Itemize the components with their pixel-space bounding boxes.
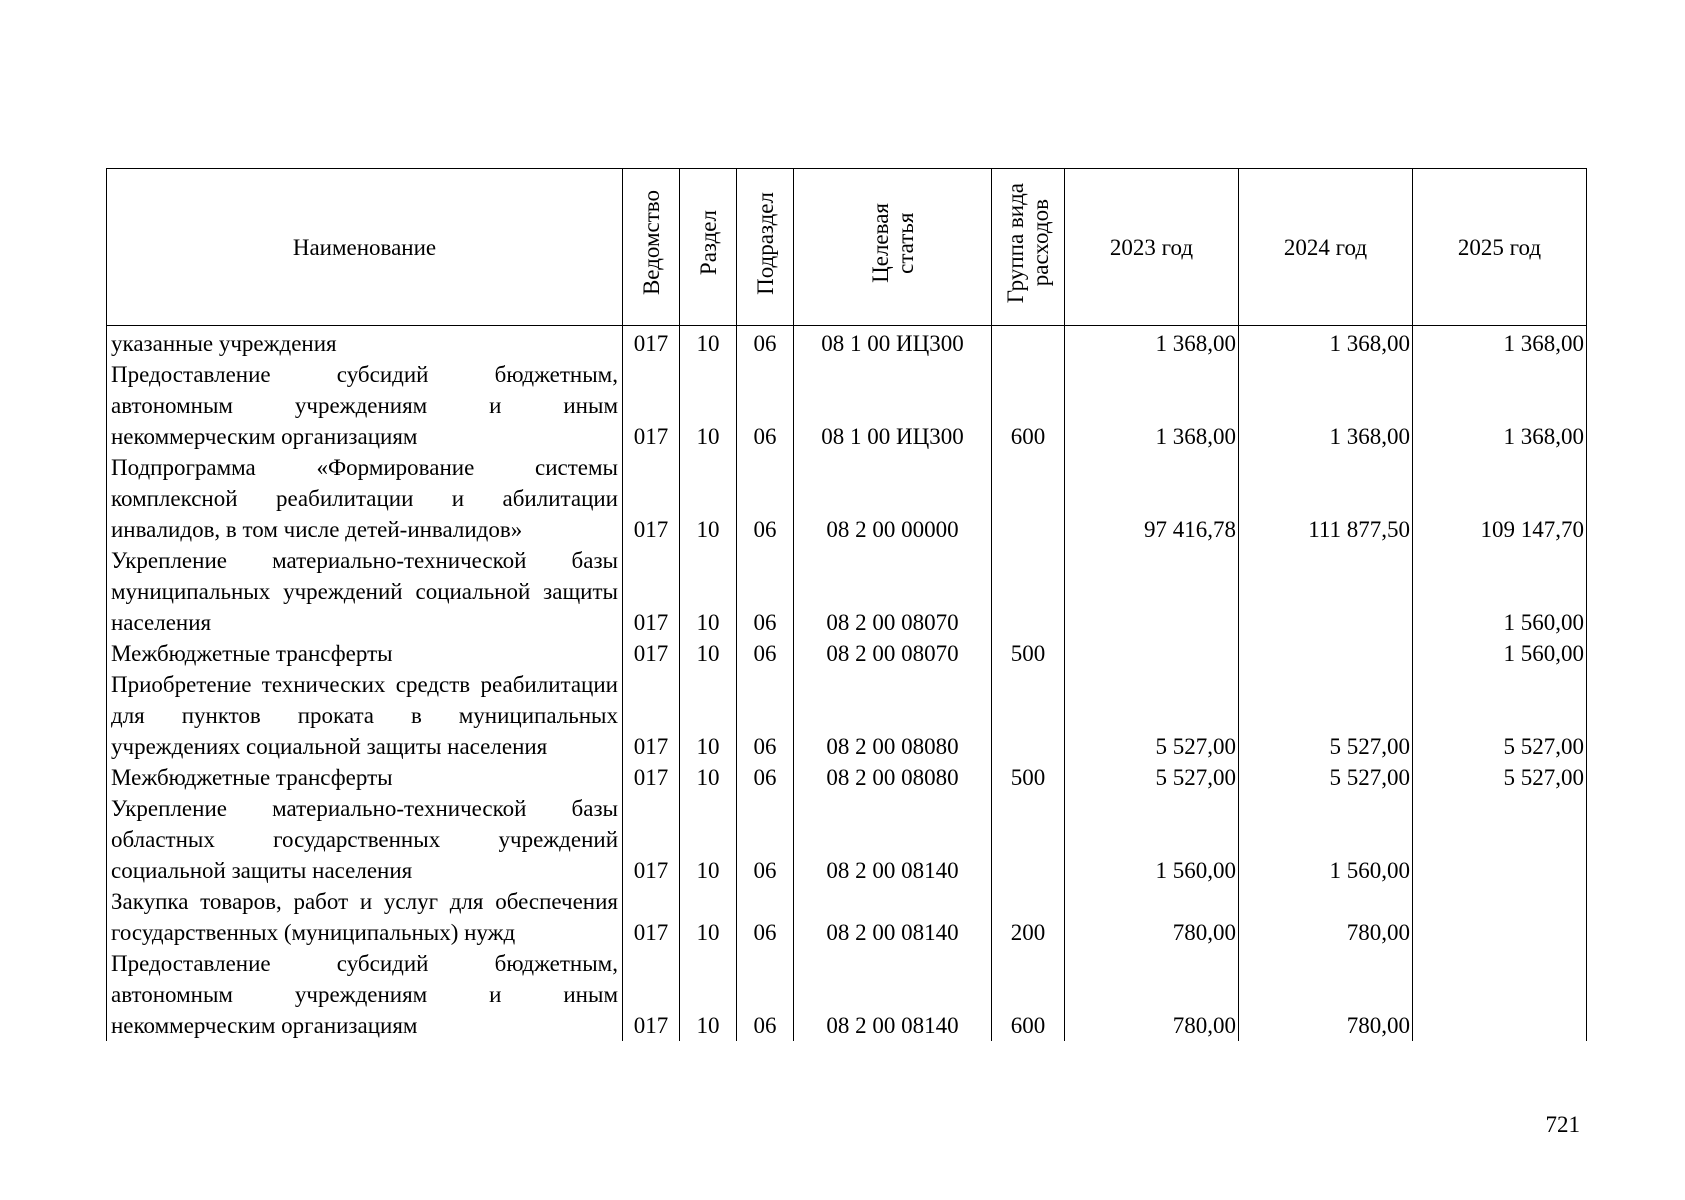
header-name: Наименование [107,169,623,326]
table-row [107,545,1587,638]
cell-section: 10 [680,669,737,762]
cell-subsection: 06 [737,669,794,762]
cell-2023: 5 527,00 [1065,762,1239,793]
header-subsection [737,169,794,326]
cell-name: Предоставление субсидий бюджетным, автономным учреждениям и иным некоммерческим организациям [107,948,623,1041]
header-target-line1: Целевая [867,203,893,283]
cell-2024 [1239,638,1413,669]
table-row [107,762,1587,793]
header-target-label [868,203,918,283]
cell-name: Укрепление материально-технической базы областных государственных учреждений социальной защиты населения [107,793,623,886]
cell-section: 10 [680,762,737,793]
cell-name: Приобретение технических средств реабилитации для пунктов проката в муниципальных учреждениях социальной защиты населения [107,669,623,762]
cell-group [992,452,1065,545]
cell-target: 08 2 00 08080 [794,762,992,793]
header-section [680,169,737,326]
cell-group [992,545,1065,638]
cell-2024: 1 368,00 [1239,359,1413,452]
header-subsection-label: Подраздел [752,191,778,295]
header-2024: 2024 год [1239,169,1413,326]
table-row [107,359,1587,452]
header-2025: 2025 год [1413,169,1587,326]
cell-subsection: 06 [737,948,794,1041]
cell-name: Межбюджетные трансферты [107,762,623,793]
cell-subsection: 06 [737,452,794,545]
cell-2025: 1 560,00 [1413,638,1587,669]
cell-group [992,669,1065,762]
cell-target: 08 2 00 00000 [794,452,992,545]
cell-2023: 1 368,00 [1065,359,1239,452]
table-row [107,886,1587,948]
cell-section: 10 [680,638,737,669]
cell-subsection: 06 [737,326,794,360]
cell-target: 08 2 00 08080 [794,669,992,762]
cell-dept: 017 [623,948,680,1041]
header-group [992,169,1065,326]
cell-dept: 017 [623,359,680,452]
cell-name: Предоставление субсидий бюджетным, автономным учреждениям и иным некоммерческим организациям [107,359,623,452]
cell-name: указанные учреждения [107,326,623,360]
cell-section: 10 [680,948,737,1041]
cell-2025: 5 527,00 [1413,762,1587,793]
cell-target: 08 1 00 ИЦ300 [794,326,992,360]
table-row [107,452,1587,545]
cell-dept: 017 [623,762,680,793]
cell-dept: 017 [623,886,680,948]
cell-2024: 1 368,00 [1239,326,1413,360]
cell-name: Укрепление материально-технической базы муниципальных учреждений социальной защиты населения [107,545,623,638]
table-row [107,326,1587,360]
table-row [107,638,1587,669]
page-number: 721 [1545,1112,1580,1137]
cell-section: 10 [680,452,737,545]
cell-group: 200 [992,886,1065,948]
cell-2023: 1 560,00 [1065,793,1239,886]
cell-dept: 017 [623,326,680,360]
cell-2025 [1413,793,1587,886]
cell-group [992,793,1065,886]
header-dept [623,169,680,326]
cell-target: 08 2 00 08140 [794,948,992,1041]
cell-group [992,326,1065,360]
cell-group: 600 [992,948,1065,1041]
header-target [794,169,992,326]
table-row [107,669,1587,762]
cell-2024: 5 527,00 [1239,669,1413,762]
table-row [107,948,1587,1041]
cell-2023 [1065,545,1239,638]
cell-dept: 017 [623,638,680,669]
table-header-row [107,169,1587,326]
cell-subsection: 06 [737,359,794,452]
cell-2023: 5 527,00 [1065,669,1239,762]
cell-2025 [1413,948,1587,1041]
table-row [107,793,1587,886]
cell-subsection: 06 [737,793,794,886]
cell-2025: 1 368,00 [1413,359,1587,452]
cell-2024: 5 527,00 [1239,762,1413,793]
cell-subsection: 06 [737,545,794,638]
cell-2024: 780,00 [1239,886,1413,948]
cell-2025 [1413,886,1587,948]
cell-2023: 780,00 [1065,948,1239,1041]
cell-dept: 017 [623,793,680,886]
cell-2023: 97 416,78 [1065,452,1239,545]
cell-target: 08 1 00 ИЦ300 [794,359,992,452]
cell-dept: 017 [623,452,680,545]
cell-2023: 1 368,00 [1065,326,1239,360]
cell-2024 [1239,545,1413,638]
cell-name: Межбюджетные трансферты [107,638,623,669]
header-2023: 2023 год [1065,169,1239,326]
cell-section: 10 [680,886,737,948]
cell-section: 10 [680,545,737,638]
cell-subsection: 06 [737,638,794,669]
cell-section: 10 [680,359,737,452]
cell-group: 600 [992,359,1065,452]
cell-group: 500 [992,762,1065,793]
cell-2024: 1 560,00 [1239,793,1413,886]
cell-dept: 017 [623,545,680,638]
cell-2024: 780,00 [1239,948,1413,1041]
cell-group: 500 [992,638,1065,669]
cell-2025: 1 560,00 [1413,545,1587,638]
cell-dept: 017 [623,669,680,762]
cell-2025: 109 147,70 [1413,452,1587,545]
cell-target: 08 2 00 08140 [794,886,992,948]
cell-subsection: 06 [737,886,794,948]
cell-target: 08 2 00 08070 [794,545,992,638]
cell-2025: 5 527,00 [1413,669,1587,762]
header-group-line1: Группа вида [1003,182,1028,304]
cell-section: 10 [680,793,737,886]
cell-name: Подпрограмма «Формирование системы комплексной реабилитации и абилитации инвалидов, в том числе детей-инвалидов» [107,452,623,545]
header-group-label [1003,183,1053,303]
cell-name: Закупка товаров, работ и услуг для обеспечения государственных (муниципальных) нужд [107,886,623,948]
budget-table [106,168,1587,1041]
cell-2024: 111 877,50 [1239,452,1413,545]
cell-target: 08 2 00 08140 [794,793,992,886]
header-dept-label: Ведомство [638,190,664,296]
cell-2025: 1 368,00 [1413,326,1587,360]
cell-target: 08 2 00 08070 [794,638,992,669]
table-body [107,326,1587,1042]
cell-2023: 780,00 [1065,886,1239,948]
header-section-label: Раздел [695,210,721,276]
header-target-line2: статья [892,212,918,274]
cell-2023 [1065,638,1239,669]
cell-subsection: 06 [737,762,794,793]
header-group-line2: расходов [1028,199,1053,287]
cell-section: 10 [680,326,737,360]
